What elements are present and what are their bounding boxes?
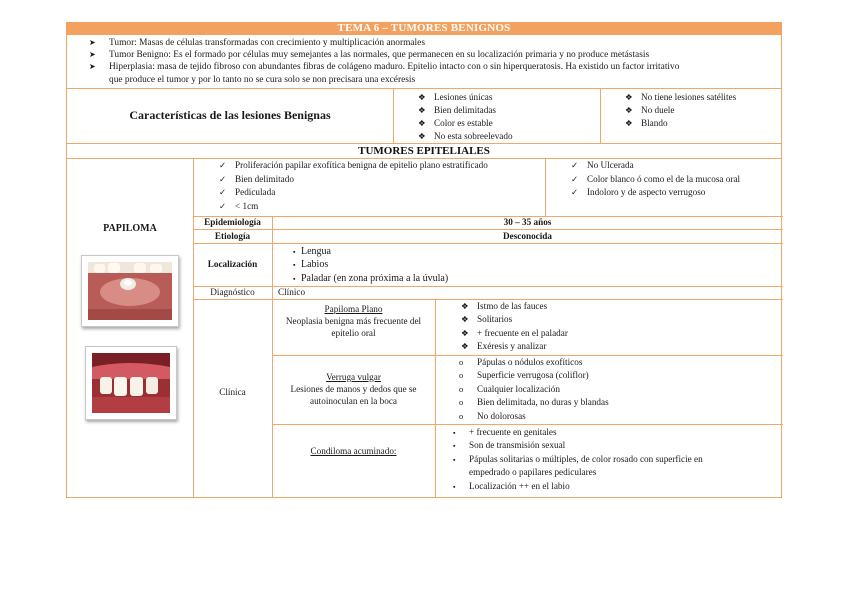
features-left (219, 159, 543, 214)
mouth-image (88, 262, 172, 320)
check-icon: ✓ (219, 159, 227, 170)
diamond-bullet-icon: ❖ (461, 341, 469, 352)
arrow-icon: ➤ (89, 62, 96, 72)
arrow-icon: ➤ (89, 38, 96, 47)
check-icon: ✓ (219, 187, 227, 198)
papiloma-table (66, 159, 782, 498)
list-item: o Superficie verrugosa (coliflor) (459, 369, 781, 383)
list-item: ❖ Bien delimitadas (418, 104, 497, 115)
plano-cell (272, 303, 435, 339)
definition-item: que produce el tumor y por lo tanto no se cura solo se non precisara una excéresis (109, 74, 416, 85)
bullet-icon: ▪ (293, 261, 296, 270)
verruga-cell (272, 371, 435, 407)
list-item: ▪ Paladar (en zona próxima a la úvula) (293, 272, 773, 286)
divider (545, 159, 546, 216)
list-item: ▪ Pápulas solitarias o múltiples, de color rosado con superficie en (453, 453, 781, 467)
bullet-icon: ▪ (293, 247, 296, 256)
plano-list (461, 300, 781, 354)
verruga-list (459, 356, 781, 424)
caracteristicas-col1 (394, 89, 601, 143)
list-item: ❖ Color es estable (418, 117, 493, 128)
list-item: ▪ Labios (293, 258, 773, 272)
diamond-bullet-icon: ❖ (625, 117, 633, 128)
diamond-bullet-icon: ❖ (625, 104, 633, 115)
diamond-bullet-icon: ❖ (461, 314, 469, 325)
check-icon: ✓ (571, 173, 579, 184)
list-item: o Cualquier localización (459, 383, 781, 397)
definition-item: ➤ Tumor: Masas de células transformadas con crecimiento y multiplicación anormales (89, 38, 425, 48)
list-item: o Pápulas o nódulos exofíticos (459, 356, 781, 370)
plano-desc: Neoplasia benigna más frecuente del epitelio oral (285, 315, 422, 338)
check-icon: ✓ (219, 201, 227, 212)
list-item: ✓ Bien delimitado (219, 173, 543, 187)
caracteristicas-col2 (601, 89, 781, 143)
condiloma-title: Condiloma acuminado: (310, 445, 397, 456)
bullet-icon: ▪ (293, 274, 296, 283)
mouth-image (92, 353, 170, 413)
diagnostico-label: Diagnóstico (210, 287, 255, 298)
list-item: ✓ Proliferación papilar exofítica benigna de epitelio plano estratificado (219, 159, 543, 173)
list-item: ▪ Son de transmisión sexual (453, 439, 781, 453)
epidemiologia-value: 30 – 35 años (503, 217, 552, 228)
list-item: ❖ + frecuente en el paladar (461, 327, 781, 341)
list-item: ✓ No Ulcerada (571, 159, 783, 173)
verruga-title: Verruga vulgar (326, 371, 381, 382)
definition-item: ➤ Tumor Benigno: Es el formado por células muy semejantes a las normales, que permanecen en su localización primaria y no produce metástasis (89, 50, 650, 61)
list-item: ✓ Color blanco ó como el de la mucosa oral (571, 173, 783, 187)
localizacion-label: Localización (207, 259, 258, 270)
bullet-icon: ▪ (453, 455, 456, 464)
section-title: TUMORES EPITELIALES (66, 144, 782, 159)
diagnostico-value: Clínico (278, 286, 306, 297)
list-item: ✓ Indoloro y de aspecto verrugoso (571, 186, 783, 200)
localizacion-list (293, 245, 773, 286)
diamond-bullet-icon: ❖ (418, 130, 426, 141)
circle-bullet-icon: o (459, 410, 464, 421)
list-item: ❖ No esta sobreelevado (418, 130, 513, 141)
list-item: ✓ < 1cm (219, 200, 543, 214)
etiologia-label: Etiología (214, 230, 251, 241)
circle-bullet-icon: o (459, 356, 464, 367)
condiloma-list (453, 426, 781, 494)
features-right (571, 159, 783, 200)
caracteristicas-row (66, 89, 782, 144)
clinica-label: Clínica (219, 386, 246, 397)
list-item: ❖ Blando (625, 117, 668, 128)
definition-item: ➤ Hiperplasia: masa de tejido fibroso con abundantes fibras de colágeno maduro. Epitelio intacto con o sin hiperqueratosis. Ha existido un factor irritativo (89, 62, 680, 73)
list-item: ✓ Pediculada (219, 186, 543, 200)
caracteristicas-label: Características de las lesiones Benignas (67, 89, 394, 143)
check-icon: ✓ (219, 173, 227, 184)
list-item: ❖ No duele (625, 104, 675, 115)
list-item: ▪ + frecuente en genitales (453, 426, 781, 440)
arrow-icon: ➤ (89, 50, 96, 60)
list-item: ▪ Lengua (293, 245, 773, 259)
document (66, 22, 782, 498)
verruga-desc: Lesiones de manos y dedos que se autoinoculan en la boca (290, 383, 417, 406)
photo-papiloma-palate (81, 255, 179, 327)
bullet-icon: ▪ (453, 442, 456, 451)
check-icon: ✓ (571, 187, 579, 198)
list-item: ❖ Exéresis y analizar (461, 340, 781, 354)
plano-title: Papiloma Plano (324, 303, 383, 314)
circle-bullet-icon: o (459, 383, 464, 394)
list-item: ❖ Solitarios (461, 313, 781, 327)
divider (435, 299, 436, 497)
list-item: ❖ Istmo de las fauces (461, 300, 781, 314)
divider (193, 159, 194, 497)
definitions-block (66, 35, 782, 89)
page-title: TEMA 6 – TUMORES BENIGNOS (66, 22, 782, 35)
diamond-bullet-icon: ❖ (625, 91, 633, 102)
photo-verruga-gums (85, 346, 177, 420)
diamond-bullet-icon: ❖ (418, 104, 426, 115)
etiologia-value: Desconocida (503, 230, 552, 241)
diamond-bullet-icon: ❖ (418, 91, 426, 102)
diamond-bullet-icon: ❖ (418, 117, 426, 128)
divider (193, 243, 783, 244)
circle-bullet-icon: o (459, 397, 464, 408)
list-item: ❖ Lesiones únicas (418, 91, 493, 102)
papiloma-title: PAPILOMA (103, 223, 157, 235)
list-item: ❖ No tiene lesiones satélites (625, 91, 737, 102)
diamond-bullet-icon: ❖ (461, 327, 469, 338)
diamond-bullet-icon: ❖ (461, 300, 469, 311)
bullet-icon: ▪ (453, 482, 456, 491)
list-item: o No dolorosas (459, 410, 781, 424)
list-item: o Bien delimitada, no duras y blandas (459, 396, 781, 410)
list-item: empedrado o papilares pediculares (469, 467, 597, 478)
check-icon: ✓ (571, 159, 579, 170)
epidemiologia-label: Epidemiología (204, 217, 261, 228)
bullet-icon: ▪ (453, 428, 456, 437)
circle-bullet-icon: o (459, 370, 464, 381)
divider (272, 424, 783, 425)
list-item: ▪ Localización ++ en el labio (453, 480, 781, 494)
